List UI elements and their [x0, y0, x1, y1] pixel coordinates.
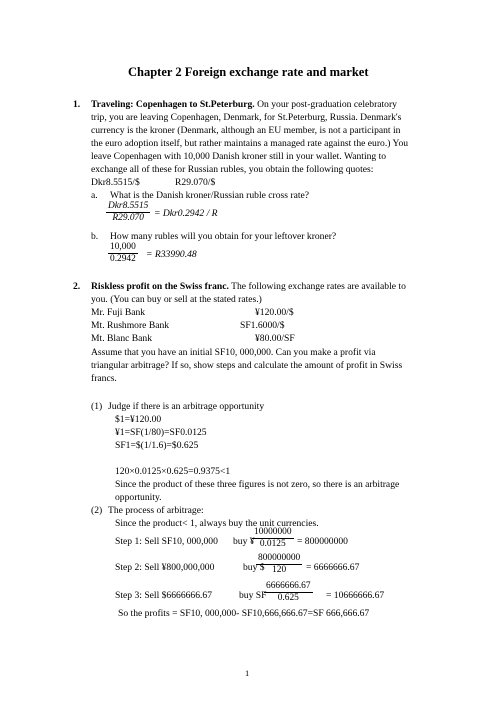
step-2-buy: buy $: [243, 562, 265, 573]
q1-line-3: the euro adoption itself, but rather maintains a managed rate against the euro.) You: [91, 138, 409, 149]
section-2-label: (2): [91, 505, 103, 516]
quote-dkr: Dkr8.5515/$: [91, 177, 140, 188]
q1-line-0: On your post-graduation celebratory: [257, 99, 397, 110]
q1a-label: a.: [91, 190, 98, 201]
q1a-fraction: [106, 201, 150, 224]
step-1: Step 1: Sell SF10, 000,000: [115, 536, 218, 547]
q1-number: 1.: [73, 99, 81, 110]
step-2-numerator: 800000000: [258, 553, 301, 563]
step-3: Step 3: Sell $6666666.67: [115, 590, 213, 601]
q1-line-5: exchange all of these for Russian rubles, you obtain the following quotes:: [91, 164, 374, 175]
q1-first-line: [91, 98, 397, 111]
q2-line-2: you. (You can buy or sell at the stated rates.): [91, 294, 262, 305]
assume-line-0: Assume that you have an initial SF10, 000,000. Can you make a profit via: [91, 347, 376, 358]
since-line-0: Since the product of these three figures is not zero, so there is an arbitrage: [115, 479, 400, 490]
step-1-buy: buy ¥: [233, 536, 255, 547]
q1b-label: b.: [91, 231, 99, 242]
step-3-fraction: [264, 581, 313, 604]
step-3-denominator: 0.625: [277, 593, 299, 603]
q1b-denominator: 0.2942: [110, 254, 136, 264]
section-1-title: Judge if there is an arbitrage opportunity: [108, 401, 265, 412]
q1a-numerator: Dkr8.5515: [108, 201, 149, 211]
step-3-buy: buy SF: [239, 590, 267, 601]
section-2-title: The process of arbitrage:: [108, 505, 204, 516]
since-line-1: opportunity.: [115, 492, 162, 503]
step-2-fraction: [256, 553, 302, 576]
bank-rate-1: SF1.6000/$: [240, 320, 285, 331]
step-1-denominator: 0.0125: [259, 539, 286, 549]
q1a-result: = Dkr0.2942 / R: [154, 208, 218, 219]
q1-line-1: trip, you are leaving Copenhagen, Denmark, for St.Peterburg, Russia. Denmark's: [91, 112, 402, 123]
q1-line-2: currency is the kroner (Denmark, although an EU member, is not a participant in: [91, 125, 401, 136]
step-3-result: = 10666666.67: [326, 590, 385, 601]
step-2: Step 2: Sell ¥800,000,000: [115, 562, 215, 573]
step-1-result: = 800000000: [297, 536, 348, 547]
q1b-numerator: 10,000: [110, 242, 136, 252]
step-2-denominator: 120: [272, 565, 287, 575]
q1-heading: Traveling: Copenhagen to St.Peterburg.: [91, 99, 255, 110]
section-1-label: (1): [91, 401, 103, 412]
assume-line-1: triangular arbitrage? If so, show steps and calculate the amount of profit in Swiss: [91, 360, 403, 371]
assume-line-2: francs.: [91, 373, 117, 384]
q1b-text: How many rubles will you obtain for your leftover kroner?: [110, 231, 337, 242]
step-2-result: = 6666666.67: [306, 562, 360, 573]
bank-name-0: Mr. Fuji Bank: [91, 307, 146, 318]
step-3-numerator: 6666666.67: [266, 581, 311, 591]
q2-first-line: [91, 280, 406, 293]
rate-line-1: ¥1=SF(1/80)=SF0.0125: [115, 427, 207, 438]
profit-line: So the profits = SF10, 000,000- SF10,666,666.67=SF 666,666.67: [118, 608, 370, 619]
bank-rate-0: ¥120.00/$: [255, 307, 294, 318]
q1-line-4: leave Copenhagen with 10,000 Danish kroner still in your wallet. Wanting to: [91, 151, 387, 162]
page-number: 1: [245, 668, 250, 678]
q1b-result: = R33990.48: [146, 249, 197, 260]
q1b-fraction: [108, 242, 138, 265]
q2-number: 2.: [73, 281, 81, 292]
quote-ruble: R29.070/$: [175, 177, 216, 188]
section-2-intro: Since the product< 1, always buy the unit currencies.: [115, 518, 319, 529]
chapter-title: Chapter 2 Foreign exchange rate and market: [128, 65, 369, 79]
q1a-denominator: R29.070: [112, 213, 144, 223]
q2-heading-rest: The following exchange rates are available to: [231, 281, 406, 292]
rate-line-0: $1=¥120.00: [115, 414, 162, 425]
rate-line-2: SF1=$(1/1.6)=$0.625: [115, 440, 199, 451]
step-1-fraction: [252, 527, 294, 550]
bank-rate-2: ¥80.00/SF: [255, 333, 295, 344]
bank-name-2: Mt. Blanc Bank: [91, 333, 153, 344]
q1a-text: What is the Danish kroner/Russian ruble cross rate?: [110, 190, 310, 201]
product-line: 120×0.0125×0.625=0.9375<1: [115, 466, 231, 477]
q2-heading: Riskless profit on the Swiss franc.: [91, 281, 229, 292]
bank-name-1: Mt. Rushmore Bank: [91, 320, 170, 331]
step-1-numerator: 10000000: [254, 527, 292, 537]
